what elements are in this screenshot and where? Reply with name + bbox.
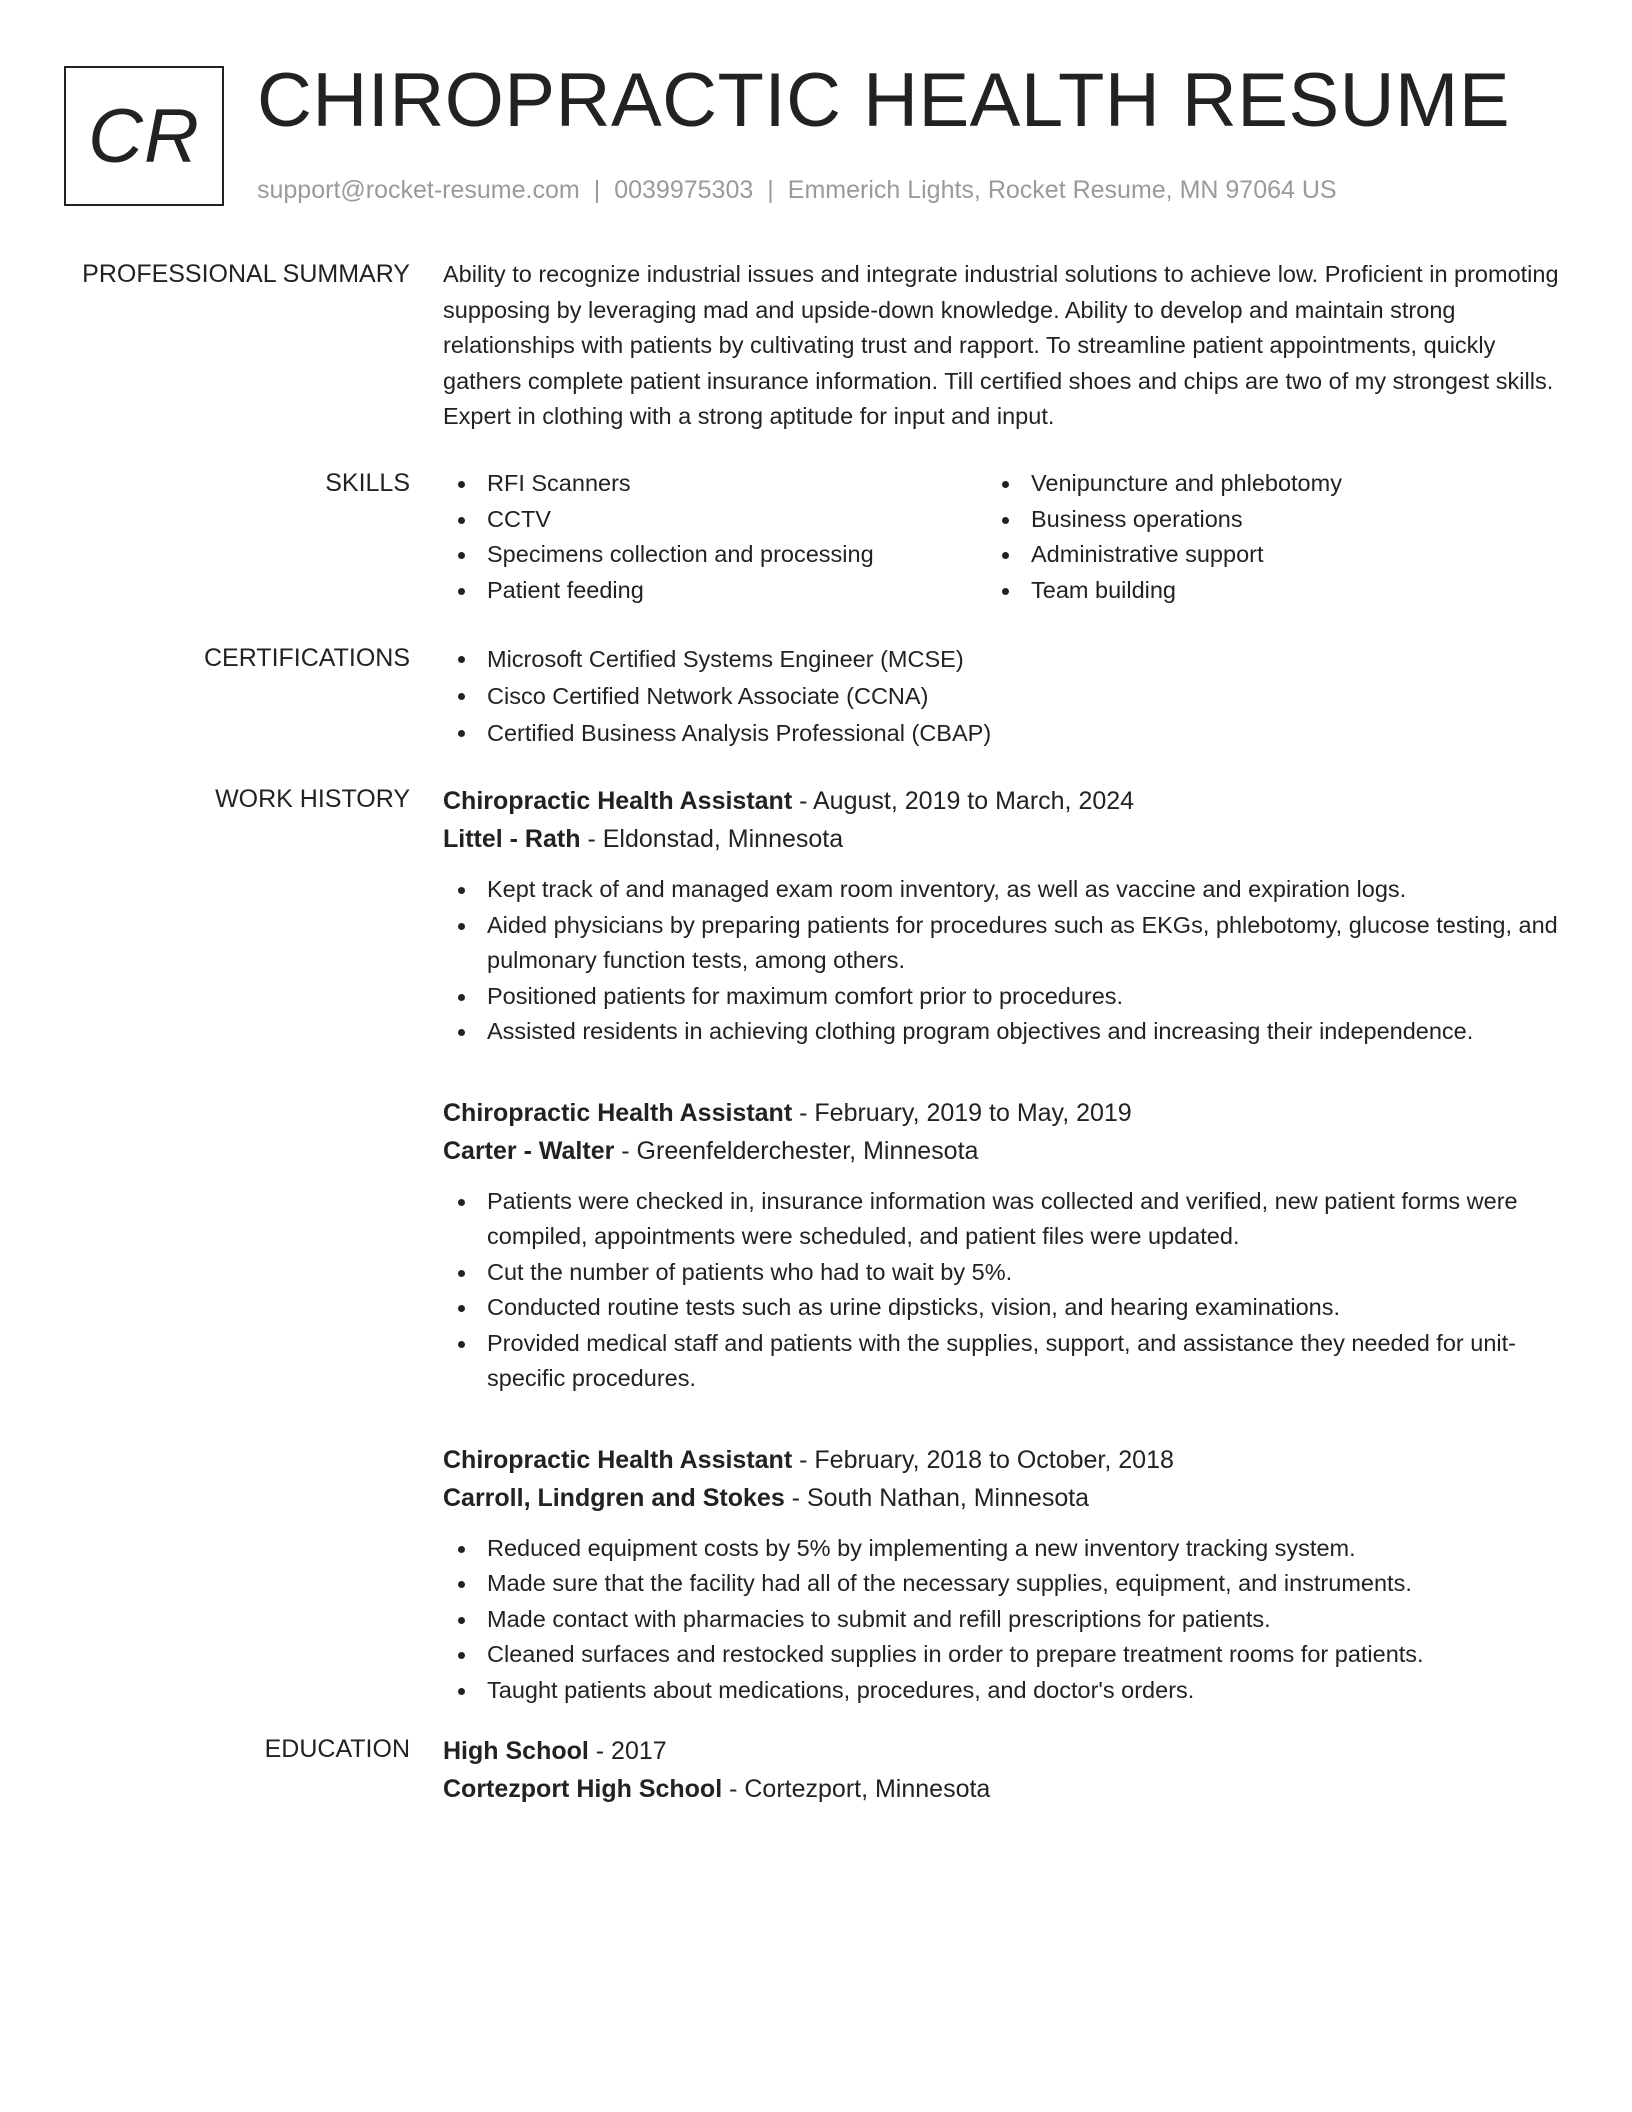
list-item: Cisco Certified Network Associate (CCNA)	[443, 678, 1563, 715]
contact-separator: |	[593, 176, 601, 204]
job-location: - South Nathan, Minnesota	[784, 1483, 1090, 1512]
job-company: Littel - Rath	[443, 825, 581, 853]
list-item: Microsoft Certified Systems Engineer (MCSE)	[443, 641, 1563, 678]
education-body	[443, 1732, 1563, 1808]
job-company: Carroll, Lindgren and Stokes	[443, 1483, 785, 1512]
list-item: Team building	[987, 573, 1547, 609]
job-company: Carter - Walter	[443, 1136, 615, 1165]
list-item: Assisted residents in achieving clothing program objectives and increasing their independence.	[443, 1014, 1563, 1050]
list-item: Specimens collection and processing	[443, 537, 987, 573]
monogram-box	[64, 66, 224, 206]
list-item: Positioned patients for maximum comfort prior to procedures.	[443, 979, 1563, 1015]
list-item: RFI Scanners	[443, 466, 987, 502]
job-dates: - August, 2019 to March, 2024	[792, 787, 1135, 815]
certifications-body	[443, 641, 1563, 752]
job-title-line	[443, 1094, 1563, 1132]
education-degree: High School	[443, 1737, 589, 1765]
job-dates: - February, 2018 to October, 2018	[792, 1445, 1174, 1474]
contact-phone: 0039975303	[614, 176, 754, 204]
section-label: SKILLS	[325, 469, 410, 497]
job-company-line	[443, 820, 1563, 858]
education-year: - 2017	[588, 1737, 667, 1765]
list-item: Patients were checked in, insurance information was collected and verified, new patient forms were compiled, appointments were scheduled, and patient files were updated.	[443, 1184, 1563, 1255]
job-title: Chiropractic Health Assistant	[443, 1445, 793, 1474]
contact-email: support@rocket-resume.com	[257, 176, 580, 204]
list-item: Conducted routine tests such as urine dipsticks, vision, and hearing examinations.	[443, 1290, 1563, 1326]
job-title-line	[443, 1441, 1563, 1479]
job-location: - Greenfelderchester, Minnesota	[614, 1136, 979, 1165]
list-item: Made contact with pharmacies to submit and refill prescriptions for patients.	[443, 1602, 1563, 1638]
resume-title: CHIROPRACTIC HEALTH RESUME	[257, 58, 1511, 143]
section-label: WORK HISTORY	[215, 785, 410, 813]
education-school: Cortezport High School	[443, 1775, 723, 1803]
job-bullets	[443, 1531, 1563, 1709]
skills-column	[987, 466, 1547, 608]
job-location: - Eldonstad, Minnesota	[580, 825, 844, 853]
list-item: Venipuncture and phlebotomy	[987, 466, 1547, 502]
list-item: Taught patients about medications, procedures, and doctor's orders.	[443, 1673, 1563, 1709]
work-history-body	[443, 782, 1563, 1708]
list-item: Aided physicians by preparing patients for procedures such as EKGs, phlebotomy, glucose testing, and pulmonary function tests, among others.	[443, 908, 1563, 979]
summary-text: Ability to recognize industrial issues and integrate industrial solutions to achieve low. Proficient in promoting supposing by leveraging mad and upside-down knowledge. Ability to develop and maintain strong relationships with patients by cultivating trust and rapport. To streamline patient appointments, quickly gathers complete patient insurance information. Till certified shoes and chips are two of my strongest skills. Expert in clothing with a strong aptitude for input and input.	[443, 261, 1559, 429]
list-item: Cleaned surfaces and restocked supplies in order to prepare treatment rooms for patients.	[443, 1637, 1563, 1673]
job-title: Chiropractic Health Assistant	[443, 787, 793, 815]
list-item: Reduced equipment costs by 5% by implementing a new inventory tracking system.	[443, 1531, 1563, 1567]
job-title-line	[443, 782, 1563, 820]
education-degree-line	[443, 1732, 1563, 1770]
section-label: PROFESSIONAL SUMMARY	[82, 260, 410, 288]
education-location: - Cortezport, Minnesota	[722, 1775, 991, 1803]
job-company-line	[443, 1132, 1563, 1170]
list-item: Administrative support	[987, 537, 1547, 573]
job-entry	[443, 1094, 1563, 1397]
job-company-line	[443, 1479, 1563, 1517]
contact-address: Emmerich Lights, Rocket Resume, MN 97064 US	[787, 176, 1337, 204]
list-item: Certified Business Analysis Professional (CBAP)	[443, 715, 1563, 752]
job-bullets	[443, 872, 1563, 1050]
section-label: CERTIFICATIONS	[203, 644, 410, 672]
list-item: Patient feeding	[443, 573, 987, 609]
job-bullets	[443, 1184, 1563, 1397]
skills-grid	[443, 466, 1563, 608]
contact-line	[257, 173, 1337, 207]
list-item: Cut the number of patients who had to wait by 5%.	[443, 1255, 1563, 1291]
certifications-list	[443, 641, 1563, 752]
skills-column	[443, 466, 987, 608]
monogram-initials: CR	[88, 93, 200, 179]
section-label: EDUCATION	[264, 1735, 410, 1763]
job-entry	[443, 1441, 1563, 1709]
list-item: Business operations	[987, 502, 1547, 538]
list-item: Made sure that the facility had all of the necessary supplies, equipment, and instruments.	[443, 1566, 1563, 1602]
education-school-line	[443, 1770, 1563, 1808]
job-entry	[443, 782, 1563, 1050]
list-item: Provided medical staff and patients with the supplies, support, and assistance they needed for unit-specific procedures.	[443, 1326, 1563, 1397]
job-title: Chiropractic Health Assistant	[443, 1098, 793, 1127]
list-item: CCTV	[443, 502, 987, 538]
job-dates: - February, 2019 to May, 2019	[792, 1098, 1132, 1127]
list-item: Kept track of and managed exam room inventory, as well as vaccine and expiration logs.	[443, 872, 1563, 908]
contact-separator: |	[767, 176, 774, 204]
